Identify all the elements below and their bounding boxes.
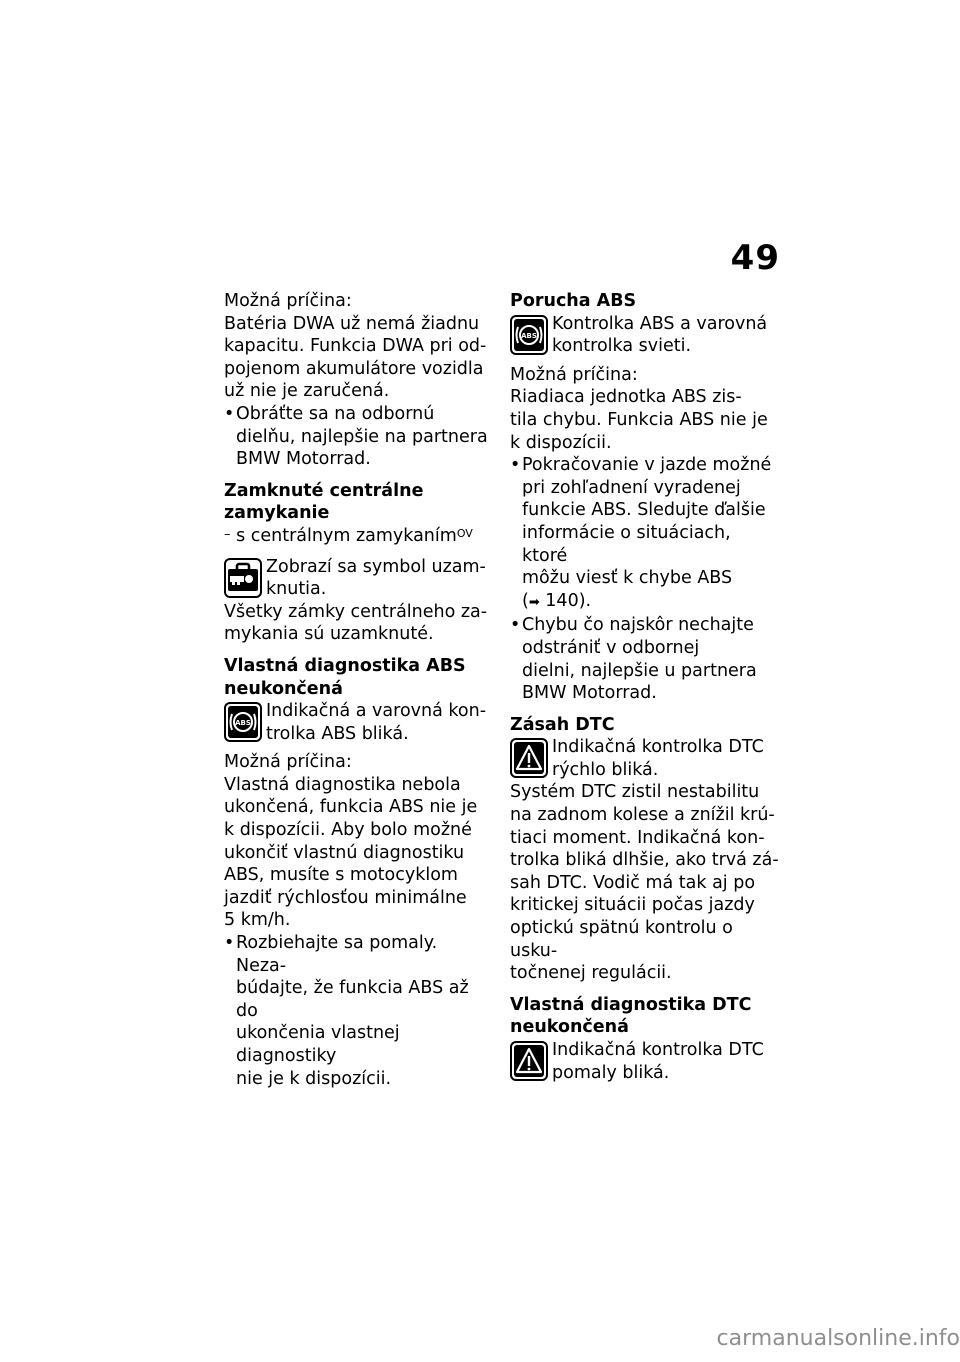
abs-fault-heading: Porucha ABS [510, 291, 637, 311]
abs-fault-bullet-line: informácie o situáciach, ktoré [522, 522, 731, 566]
abs-fault-cause: Riadiaca jednotka ABS zis- [510, 387, 742, 408]
watermark: carmanualsonline.info [716, 1326, 960, 1351]
abs-diag-bullet-line: nie je k dispozícii. [236, 1068, 392, 1089]
dtc-desc: kritickej situácii počas jazdy [510, 895, 755, 916]
option-dash: – [224, 526, 231, 542]
dtc-warning-triangle-icon [510, 738, 548, 778]
abs-fault-cause: tila chybu. Funkcia ABS nie je [510, 409, 768, 430]
lock-heading: zamykanie [224, 503, 330, 524]
abs-fault-icon-text: kontrolka svieti. [552, 336, 692, 357]
abs-diag-heading: neukončená [224, 678, 343, 699]
abs-fault-bullet-line: pri zohľadnení vyradenej [522, 477, 741, 498]
ref-page: 140). [539, 590, 592, 611]
ref-open: ( [522, 590, 529, 611]
lock-icon-text: Zobrazí sa symbol uzam- [266, 556, 486, 577]
left-column [224, 290, 490, 1090]
dtc-diag-heading: neukončená [510, 1017, 629, 1038]
abs-diag-bullet-line: búdajte, že funkcia ABS až do [236, 978, 469, 1021]
abs-diag-icon-row [224, 700, 490, 745]
abs-diag-cause: Vlastná diagnostika nebola [224, 774, 461, 795]
dtc-diag-icon-text: pomaly bliká. [552, 1062, 670, 1083]
dtc-icon-text: Indikačná kontrolka DTC [552, 737, 764, 758]
dtc-warning-triangle-icon [510, 1041, 548, 1081]
lock-desc: mykania sú uzamknuté. [224, 624, 434, 645]
abs-diag-bullet-line: ukončenia vlastnej diagnostiky [236, 1023, 400, 1066]
dtc-desc: na zadnom kolese a znížil krú- [510, 805, 775, 826]
dtc-desc: sah DTC. Vodič má tak aj po [510, 872, 756, 893]
lock-option [224, 525, 490, 550]
abs-diag-cause: ukončená, funkcia ABS nie je [224, 797, 478, 818]
abs-diag-cause: k dispozícii. Aby bolo možné [224, 820, 472, 841]
dtc-desc: optickú spätnú kontrolu o usku- [510, 918, 733, 961]
abs-diag-cause: 5 km/h. [224, 910, 291, 931]
dtc-desc: trolka bliká dlhšie, ako trvá zá- [510, 850, 779, 871]
abs-diag-icon-text: Indikačná a varovná kon- [266, 701, 487, 722]
abs-fault-cause-label: Možná príčina: [510, 364, 638, 385]
abs-diag-cause: ukončiť vlastnú diagnostiku [224, 842, 465, 863]
dtc-heading: Zásah DTC [510, 714, 615, 735]
lock-option-text: s centrálnym zamykaním [236, 525, 457, 546]
dtc-icon-text: rýchlo bliká. [552, 759, 659, 780]
dtc-diag-heading: Vlastná diagnostika DTC [510, 994, 752, 1015]
abs-fault-bullet-line: BMW Motorrad. [522, 683, 657, 704]
dwa-cause-line: kapacitu. Funkcia DWA pri od- [224, 336, 487, 357]
abs-diag-icon-text: trolka ABS bliká. [266, 723, 409, 744]
abs-fault-cause: k dispozícii. [510, 432, 612, 453]
lock-desc: Všetky zámky centrálneho za- [224, 601, 488, 622]
abs-diag-cause: ABS, musíte s motocyklom [224, 865, 458, 886]
dwa-cause-line: už nie je zaručená. [224, 381, 390, 402]
abs-fault-bullet: • Chybu čo najskôr nechajte [510, 614, 780, 637]
option-code: OV [456, 526, 473, 540]
abs-warning-icon [510, 315, 548, 355]
lock-key-icon [224, 558, 262, 598]
abs-fault-bullet-line: dielni, najlepšie u partnera [522, 660, 757, 681]
dtc-diag-icon-text: Indikačná kontrolka DTC [552, 1040, 764, 1060]
right-column [510, 290, 780, 1084]
abs-fault-bullet: • Pokračovanie v jazde možné [510, 454, 780, 477]
dwa-cause-line: pojenom akumulátore vozidla [224, 358, 484, 379]
abs-fault-icon-row [510, 313, 780, 358]
dwa-bullet-line: BMW Motorrad. [236, 449, 371, 470]
abs-fault-bullet-line: funkcie ABS. Sledujte ďalšie [522, 500, 766, 521]
abs-warning-icon [224, 702, 262, 742]
dtc-icon-row [510, 736, 780, 781]
dwa-bullet: • Obráťte sa na odbornú [224, 403, 490, 426]
dwa-cause-line: Batéria DWA už nemá žiadnu [224, 313, 480, 334]
abs-fault-bullet-line: odstrániť v odbornej [522, 637, 700, 658]
abs-diag-bullet: • Rozbiehajte sa pomaly. Neza- [224, 932, 490, 977]
dtc-desc: točnenej regulácii. [510, 963, 672, 984]
svg-text:ABS: ABS [235, 719, 251, 728]
dtc-desc: Systém DTC zistil nestabilitu [510, 782, 760, 803]
dwa-cause-label: Možná príčina: [224, 291, 352, 311]
lock-icon-row [224, 556, 490, 601]
abs-fault-icon-text: Kontrolka ABS a varovná [552, 313, 768, 334]
svg-text:ABS: ABS [521, 331, 537, 340]
lock-icon-text: knutia. [266, 579, 327, 600]
abs-diag-heading: Vlastná diagnostika ABS [224, 655, 466, 676]
dwa-bullet-line: dielňu, najlepšie na partnera [236, 426, 488, 447]
dtc-diag-icon-row [510, 1039, 780, 1084]
abs-diag-cause: jazdiť rýchlosťou minimálne [224, 887, 467, 908]
arrow-right-icon: ➡ [528, 594, 540, 610]
abs-fault-bullet-line: môžu viesť k chybe ABS [522, 568, 733, 589]
page-reference[interactable] [510, 590, 780, 615]
page-number: 49 [730, 238, 780, 278]
abs-diag-cause-label: Možná príčina: [224, 752, 352, 773]
lock-heading: Zamknuté centrálne [224, 480, 424, 501]
dtc-desc: tiaci moment. Indikačná kon- [510, 827, 765, 848]
